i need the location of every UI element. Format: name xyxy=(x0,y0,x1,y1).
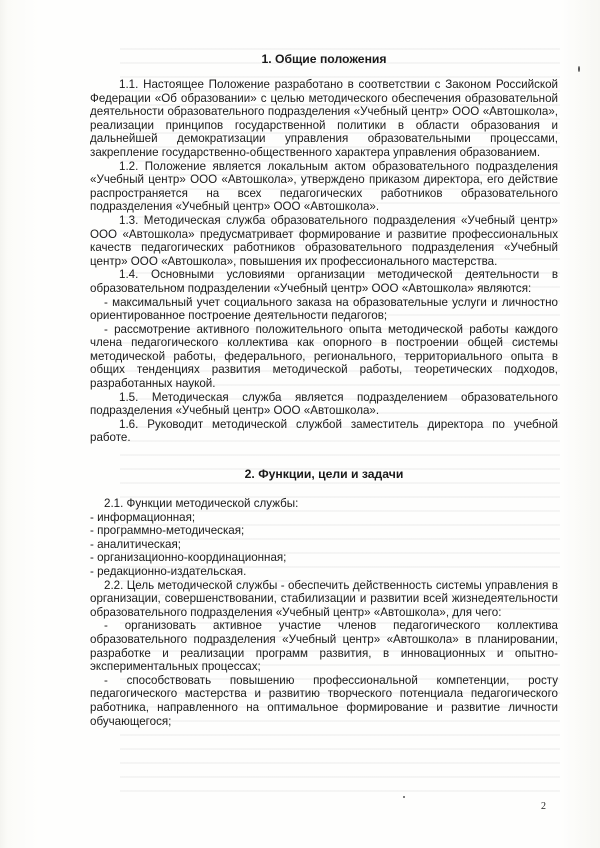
page-number: 2 xyxy=(541,801,546,812)
paragraph-1-3: 1.3. Методическая служба образовательного подразделения «Учебный центр» ООО «Автошкола» предусматривает формирование и развитие профессиональных качеств педагогических работников образовательного подразделения «Учебный центр» ООО «Автошкола», повышения их профессионального мастерства. xyxy=(90,213,558,268)
function-item: - организационно-координационная; xyxy=(90,551,287,565)
section-2-title: 2. Функции, цели и задачи xyxy=(244,467,404,482)
paragraph-1-6: 1.6. Руководит методической службой заместитель директора по учебной работе. xyxy=(90,417,558,445)
paragraph-1-1: 1.1. Настоящее Положение разработано в соответствии с Законом Российской Федерации «Об образовании» с целью методического обеспечения образовательной деятельности образовательного подразделения «Учебный центр» ООО «Автошкола», реализации принципов государственной политики в области образования и дальнейшей демократизации управления образовательными процессами, закрепление государственно-общественного характера управления образованием. xyxy=(90,78,558,159)
function-item: - аналитическая; xyxy=(90,537,181,551)
document-body xyxy=(90,52,558,728)
goal-item: - способствовать повышению профессиональной компетенции, росту педагогического мастерства и развитию творческого потенциала педагогического работника, направленного на оптимальное формирование и развитие личности обучающегося; xyxy=(90,673,558,728)
paragraph-2-1: 2.1. Функции методической службы: xyxy=(104,497,299,511)
goal-item: - организовать активное участие членов педагогического коллектива образовательного подразделения «Учебный центр» «Автошкола» в планировании, разработке и реализации программ развития, в инновационных и опытно-экспериментальных процессах; xyxy=(90,619,558,674)
list-item-1-4-b: - рассмотрение активного положительного опыта методической работы каждого члена педагогического коллектива как опорного в построении общей системы методической работы, федерального, регионального, территориального опыта в общих тенденциях развития методической работы, теоретических подходов, разработанных наукой. xyxy=(90,322,558,391)
paragraph-1-2: 1.2. Положение является локальным актом образовательного подразделения «Учебный центр» ООО «Автошкола», утверждено приказом директора, его действие распространяется на всех педагогических работников образовательного подразделения «Учебный центр» ООО «Автошкола». xyxy=(90,159,558,214)
function-item: - программно-методическая; xyxy=(90,524,245,538)
paragraph-1-5: 1.5. Методическая служба является подразделением образовательного подразделения «Учебный центр» ООО «Автошкола». xyxy=(90,390,558,418)
list-item-1-4-a: - максимальный учет социального заказа на образовательные услуги и личностно ориентированное построение деятельности педагогов; xyxy=(90,295,558,323)
paragraph-2-2: 2.2. Цель методической службы - обеспечить действенность системы управления в организации, совершенствовании, стабилизации и развитии всей жизнедеятельности образовательного подразделения «Учебный центр» «Автошкола», для чего: xyxy=(90,578,558,619)
function-item: - информационная; xyxy=(90,510,196,524)
scan-speck xyxy=(578,66,580,72)
paragraph-1-4: 1.4. Основными условиями организации методической деятельности в образовательном подразделении «Учебный центр» ООО «Автошкола» являются: xyxy=(90,268,558,295)
section-1-title: 1. Общие положения xyxy=(261,52,387,66)
function-item: - редакционно-издательская. xyxy=(90,565,247,578)
scan-speck xyxy=(403,796,405,798)
